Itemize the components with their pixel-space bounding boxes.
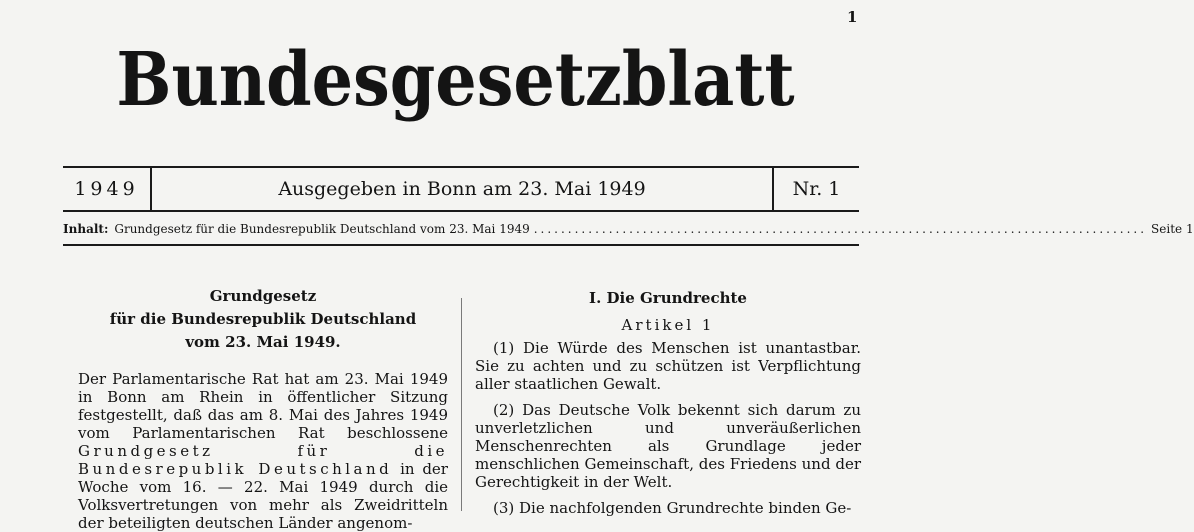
contents-text: Grundgesetz für die Bundesrepublik Deutschland vom 23. Mai 1949 bbox=[114, 222, 530, 236]
law-title bbox=[78, 285, 448, 354]
contents-page: Seite 1 bbox=[1151, 222, 1194, 236]
intro-text-part: in der Woche vom 16. — 22. Mai 1949 durch die Volksvertretungen von mehr als Zweidritteln der beteiligten deutschen Länder angenom- bbox=[78, 460, 448, 532]
masthead-title: Bundesgesetzblatt bbox=[116, 37, 795, 123]
law-title-line: Grundgesetz bbox=[209, 287, 317, 305]
section-heading: I. Die Grundrechte bbox=[589, 289, 747, 307]
article-heading: Artikel 1 bbox=[621, 316, 715, 334]
article-paragraph: (3) Die nachfolgenden Grundrechte binden Ge- bbox=[493, 499, 852, 517]
intro-paragraph bbox=[78, 370, 448, 532]
article-paragraph: (1) Die Würde des Menschen ist unantastbar. Sie zu achten und zu schützen ist Verpflichtung aller staatlichen Gewalt. bbox=[475, 339, 861, 393]
contents-label: Inhalt: bbox=[63, 222, 109, 236]
left-column bbox=[78, 285, 448, 532]
column-divider bbox=[461, 298, 462, 511]
right-column bbox=[475, 285, 861, 525]
law-title-line: für die Bundesrepublik Deutschland bbox=[109, 310, 417, 328]
issue-year: 1949 bbox=[63, 168, 152, 210]
article-paragraph: (2) Das Deutsche Volk bekennt sich darum zu unverletzlichen und unveräußerlichen Menschenrechten als Grundlage jeder menschlichen Gemeinschaft, des Friedens und der Gerechtigkeit in der Welt. bbox=[475, 401, 861, 491]
contents-line bbox=[63, 218, 1194, 246]
page-number: 1 bbox=[847, 8, 858, 26]
issue-date: Ausgegeben in Bonn am 23. Mai 1949 bbox=[278, 178, 646, 200]
issue-number: Nr. 1 bbox=[772, 168, 859, 210]
contents-leader-dots: .......................................................................................... bbox=[533, 222, 1148, 236]
issue-bar bbox=[63, 166, 859, 212]
law-title-line: vom 23. Mai 1949. bbox=[185, 333, 341, 351]
intro-text-part: Der Parlamentarische Rat hat am 23. Mai 1949 in Bonn am Rhein in öffentlicher Sitzung festgestellt, daß das am 8. Mai des Jahres 1949 vom Parlamentarischen Rat beschlossene bbox=[78, 370, 448, 442]
intro-spaced-title: Grundgesetz für die Bundesrepublik Deutschland bbox=[78, 442, 448, 478]
